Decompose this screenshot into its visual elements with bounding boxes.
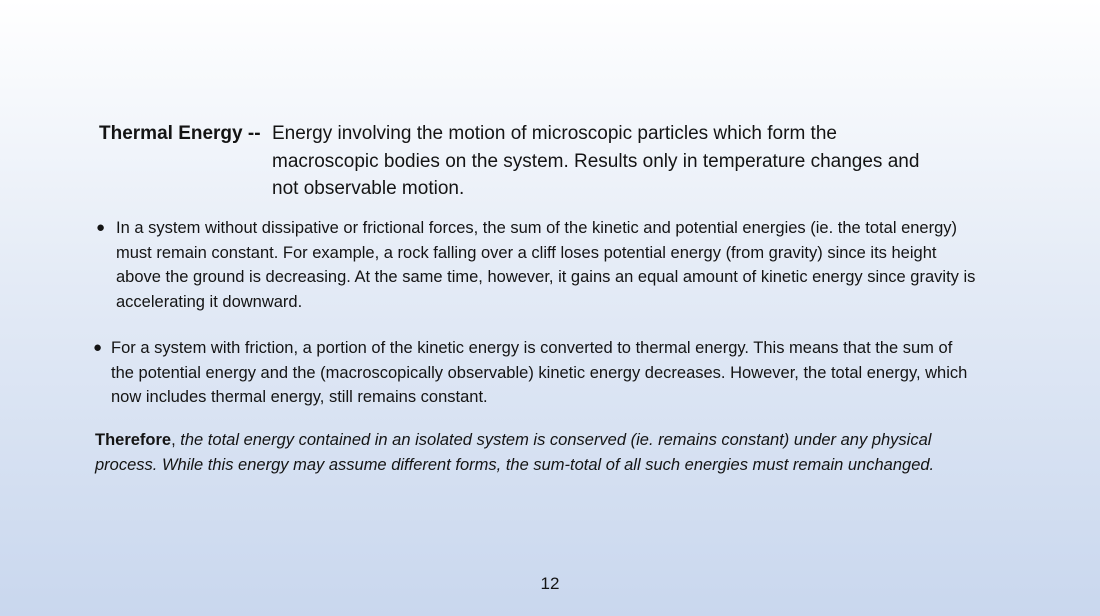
bullet-text: For a system with friction, a portion of the kinetic energy is converted to thermal energy. This means that the sum of the potential energy and the (macroscopically observable) kinetic energy decreases. However, the total energy, which now includes thermal energy, still remains constant. [111, 339, 968, 406]
bullet-item [93, 336, 973, 410]
page-number: 12 [540, 574, 560, 593]
definition-text: Energy involving the motion of microscopic particles which form the macroscopic bodies on the system. Results only in temperature changes and not observable motion. [272, 123, 920, 199]
definition-term: Thermal Energy -- [99, 123, 261, 144]
conclusion-text: the total energy contained in an isolated system is conserved (ie. remains constant) under any physical process. While this energy may assume different forms, the sum-total of all such energies must remain unchanged. [95, 431, 935, 474]
bullet-icon: ● [96, 219, 106, 236]
bullet-text: In a system without dissipative or frictional forces, the sum of the kinetic and potential energies (ie. the total energy) must remain constant. For example, a rock falling over a cliff loses potential energy (from gravity) since its height above the ground is decreasing. At the same time, however, it gains an equal amount of kinetic energy since gravity is accelerating it downward. [116, 219, 976, 311]
conclusion-paragraph [95, 428, 975, 477]
bullet-item [96, 216, 976, 314]
bullet-icon: ● [93, 339, 103, 356]
conclusion-lead: Therefore [95, 431, 172, 449]
conclusion-separator: , [171, 431, 181, 449]
thermal-energy-definition [99, 120, 999, 203]
